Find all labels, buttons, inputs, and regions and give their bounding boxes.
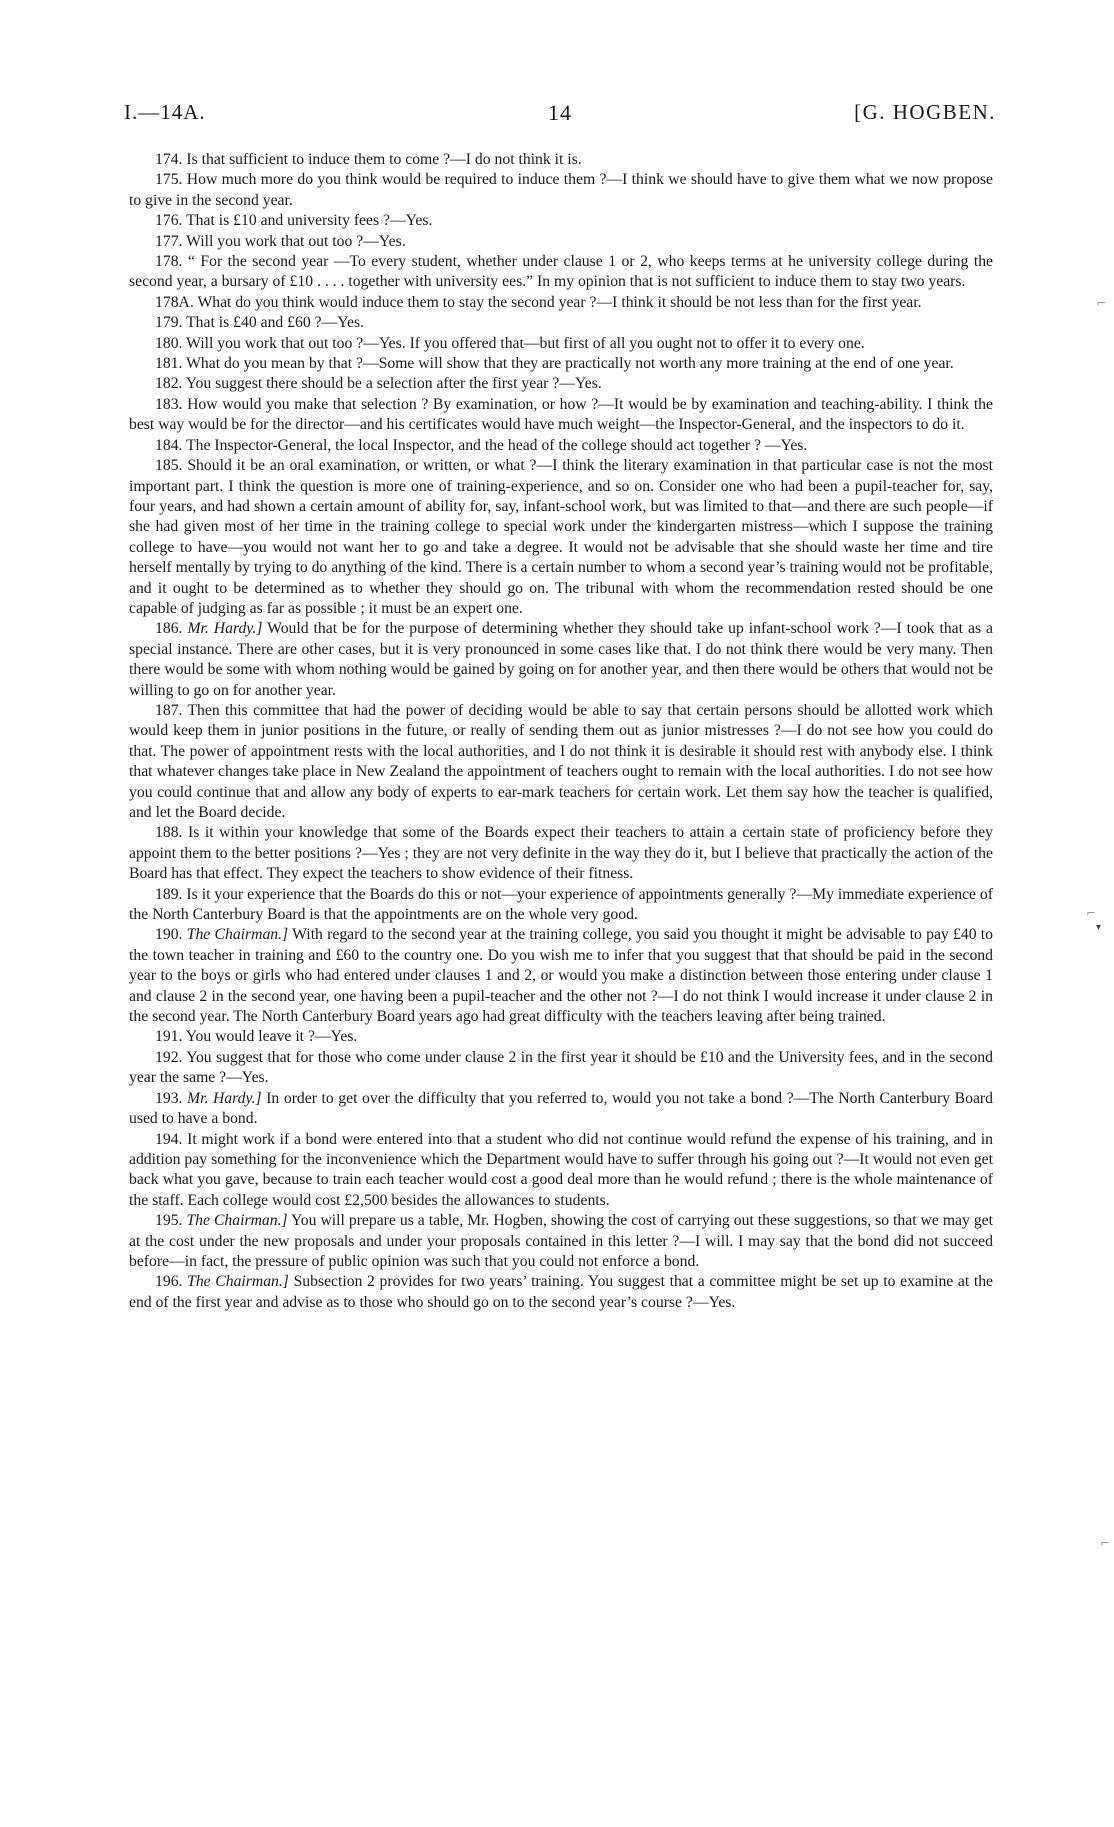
question-answer-text: In order to get over the difficulty that you referred to, would you not take a bond ?—The North Canterbury Board used to have a bond. xyxy=(129,1089,993,1128)
question-answer-text: Should it be an oral examination, or written, or what ?—I think the literary examination in that particular case is not the most important part. I think the question is more one of training-experience, and so on. Consider one who had been a pupil-teacher for, say, four years, and had shown a certain amount of ability for, say, infant-school work, but was limited to that—and there are such people—if she had given most of her time in the training college to special work under the kindergarten mistress—which I suppose the training college to have—you would not want her to go and take a degree. It would not be advisable that she should waste her time and tire herself mentally by trying to do anything of the kind. There is a certain number to whom a second year’s training would not be profitable, and it ought to be determined as to whether they should go on. The tribunal with whom the recommendation rested should be one capable of judging as far as possible ; it must be an expert one. xyxy=(129,457,994,617)
question-number: 194. xyxy=(155,1130,183,1148)
question-answer-text: Is that sufficient to induce them to come ?—I do not think it is. xyxy=(186,151,582,168)
question-answer-text: What do you think would induce them to stay the second year ?—I think it should be not less than for the first year. xyxy=(197,293,922,311)
testimony-paragraph xyxy=(129,232,993,252)
question-number: 175. xyxy=(155,171,183,189)
question-number: 192. xyxy=(155,1048,183,1066)
question-answer-text: Then this committee that had the power of deciding would be able to say that certain persons should be allotted work which would keep them in junior positions in the future, or really of sending them out as junior mistresses ?—I do not see how you could do that. The power of appointment rests with the local authorities, and I do not think it is desirable it should rest with anybody else. I think that whatever changes take place in New Zealand the appointment of teachers ought to remain with the local authorities. I do not see how you could continue that and allow any body of experts to ear-mark teachers for certain work. Let them say how the teacher is qualified, and let the Board decide. xyxy=(129,701,994,821)
document-reference: I.—14A. xyxy=(124,100,206,124)
question-number: 190. xyxy=(155,926,183,944)
question-answer-text: Will you work that out too ?—Yes. xyxy=(186,232,406,250)
question-number: 180. xyxy=(155,334,183,352)
question-answer-text: “ For the second year —To every student, whether under clause 1 or 2, who keeps terms at he university college during the second year, a bursary of £10 . . . . together with university ees.” In my opinion that is not sufficient to induce them to stay two years. xyxy=(129,253,994,291)
question-number: 182. xyxy=(155,375,183,393)
page-number: 14 xyxy=(548,100,572,125)
testimony-paragraph xyxy=(129,619,993,701)
question-number: 183. xyxy=(155,395,183,413)
question-answer-text: You will prepare us a table, Mr. Hogben, showing the cost of carrying out these suggestions, so that we may get at the cost under the new proposals and under your proposals contained in this letter ?—I will. I may say that the bond did not succeed before—in fact, the pressure of public opinion was such that you could not enforce a bond. xyxy=(129,1212,993,1270)
question-answer-text: With regard to the second year at the training college, you said you thought it might be advisable to pay £40 to the town teacher in training and £60 to the country one. Do you wish me to infer that you suggest that that should be paid in the second year to the boys or girls who had entered under clauses 1 and 2, or would you make a distinction between those entering under clause 1 and clause 2 in the second year, one having been a pupil-teacher and the other not ?—I do not think I would increase it under clause 2 in the second year. The North Canterbury Board years ago had great difficulty with the teachers leaving after being trained. xyxy=(129,926,994,1026)
question-answer-text: Is it your experience that the Boards do this or not—your experience of appointments generally ?—My immediate experience of the North Canterbury Board is that the appointments are on the whole very good. xyxy=(129,885,994,924)
margin-dot: ▾ xyxy=(1096,922,1102,933)
question-number: 178. xyxy=(155,253,183,271)
testimony-paragraph xyxy=(129,1089,993,1130)
question-number: 188. xyxy=(155,824,183,842)
margin-mark: ⌐ xyxy=(1100,1536,1111,1550)
testimony-paragraph xyxy=(129,354,993,374)
testimony-paragraph xyxy=(129,456,993,619)
question-number: 193. xyxy=(155,1089,183,1107)
question-number: 186. xyxy=(155,620,183,638)
question-number: 179. xyxy=(155,314,183,332)
testimony-paragraph xyxy=(129,150,993,170)
question-number: 189. xyxy=(155,885,183,903)
question-answer-text: Subsection 2 provides for two years’ training. You suggest that a committee might be set up to examine at the end of the first year and advise as to those who should go on to the second year’s course ?—Yes. xyxy=(129,1273,994,1311)
testimony-paragraph xyxy=(129,436,993,456)
question-number: 184. xyxy=(155,436,183,454)
question-number: 191. xyxy=(155,1028,183,1046)
question-answer-text: Would that be for the purpose of determining whether they should take up infant-school work ?—I took that as a special instance. There are other cases, but it is very pronounced in some cases like that. I do not think there would be very many. Then there would be some with whom nothing would be gained by going on for another year, and then there would be others that would not be willing to go on for another year. xyxy=(129,620,993,699)
question-number: 187. xyxy=(155,701,183,719)
question-number: 174. xyxy=(155,151,183,168)
testimony-paragraph xyxy=(129,1272,993,1313)
testimony-paragraph xyxy=(129,701,993,823)
testimony-paragraph xyxy=(129,1130,993,1212)
speaker-name: The Chairman.] xyxy=(186,926,289,944)
testimony-paragraph xyxy=(129,293,993,313)
speaker-name: Mr. Hardy.] xyxy=(187,620,263,638)
speaker-name: The Chairman.] xyxy=(186,1212,288,1230)
page-header xyxy=(124,100,996,130)
testimony-paragraph xyxy=(129,334,993,354)
testimony-body xyxy=(129,150,993,1313)
margin-mark: ⌐ xyxy=(1086,906,1097,920)
question-answer-text: It might work if a bond were entered into that a student who did not continue would refund the expense of his training, and in addition pay something for the inconvenience which the Department would have to suffer through his going out ?—It would not even get back what you gave, because to train each teacher would cost a good deal more than he would refund ; there is the whole maintenance of the staff. Each college would cost £2,500 besides the allowances to students. xyxy=(129,1130,993,1209)
question-answer-text: How much more do you think would be required to induce them ?—I think we should have to give them what we now propose to give in the second year. xyxy=(129,171,994,209)
testimony-paragraph xyxy=(129,313,993,333)
question-answer-text: You suggest that for those who come under clause 2 in the first year it should be £10 and the University fees, and in the second year the same ?—Yes. xyxy=(129,1048,993,1087)
question-answer-text: You would leave it ?—Yes. xyxy=(185,1028,358,1046)
question-number: 195. xyxy=(155,1212,183,1230)
testimony-paragraph xyxy=(129,1027,993,1047)
testimony-paragraph xyxy=(129,885,993,926)
witness-name: [G. HOGBEN. xyxy=(854,100,996,124)
testimony-paragraph xyxy=(129,395,993,436)
testimony-paragraph xyxy=(129,1211,993,1272)
question-number: 196. xyxy=(155,1273,183,1291)
question-answer-text: You suggest there should be a selection after the first year ?—Yes. xyxy=(185,375,602,393)
testimony-paragraph xyxy=(129,1048,993,1089)
question-number: 178A. xyxy=(155,293,194,311)
question-answer-text: That is £40 and £60 ?—Yes. xyxy=(186,314,365,332)
testimony-paragraph xyxy=(129,925,993,1027)
question-number: 185. xyxy=(155,457,183,475)
question-answer-text: How would you make that selection ? By examination, or how ?—It would be by examination and teaching-ability. I think the best way would be for the director—and his certificates would have much weight—the Inspector-General, and the inspectors to do it. xyxy=(129,395,993,434)
margin-mark: ⌐ xyxy=(1096,296,1107,310)
question-answer-text: Is it within your knowledge that some of the Boards expect their teachers to attain a certain state of proficiency before they appoint them to the better positions ?—Yes ; they are not very definite in the way they do it, but I believe that practically the action of the Board has that effect. They expect the teachers to show evidence of their fitness. xyxy=(129,824,994,883)
testimony-paragraph xyxy=(129,211,993,231)
question-answer-text: What do you mean by that ?—Some will show that they are practically not worth any more training at the end of one year. xyxy=(186,355,954,373)
testimony-paragraph xyxy=(129,170,993,211)
speaker-name: The Chairman.] xyxy=(187,1273,289,1291)
question-number: 181. xyxy=(155,355,183,373)
question-answer-text: The Inspector-General, the local Inspector, and the head of the college should act together ? —Yes. xyxy=(186,436,808,454)
testimony-paragraph xyxy=(129,823,993,884)
testimony-paragraph xyxy=(129,252,993,293)
question-number: 177. xyxy=(155,232,183,250)
speaker-name: Mr. Hardy.] xyxy=(187,1089,262,1107)
question-answer-text: Will you work that out too ?—Yes. If you offered that—but first of all you ought not to offer it to every one. xyxy=(186,334,865,352)
question-number: 176. xyxy=(155,212,183,230)
testimony-paragraph xyxy=(129,374,993,394)
question-answer-text: That is £10 and university fees ?—Yes. xyxy=(186,212,433,230)
